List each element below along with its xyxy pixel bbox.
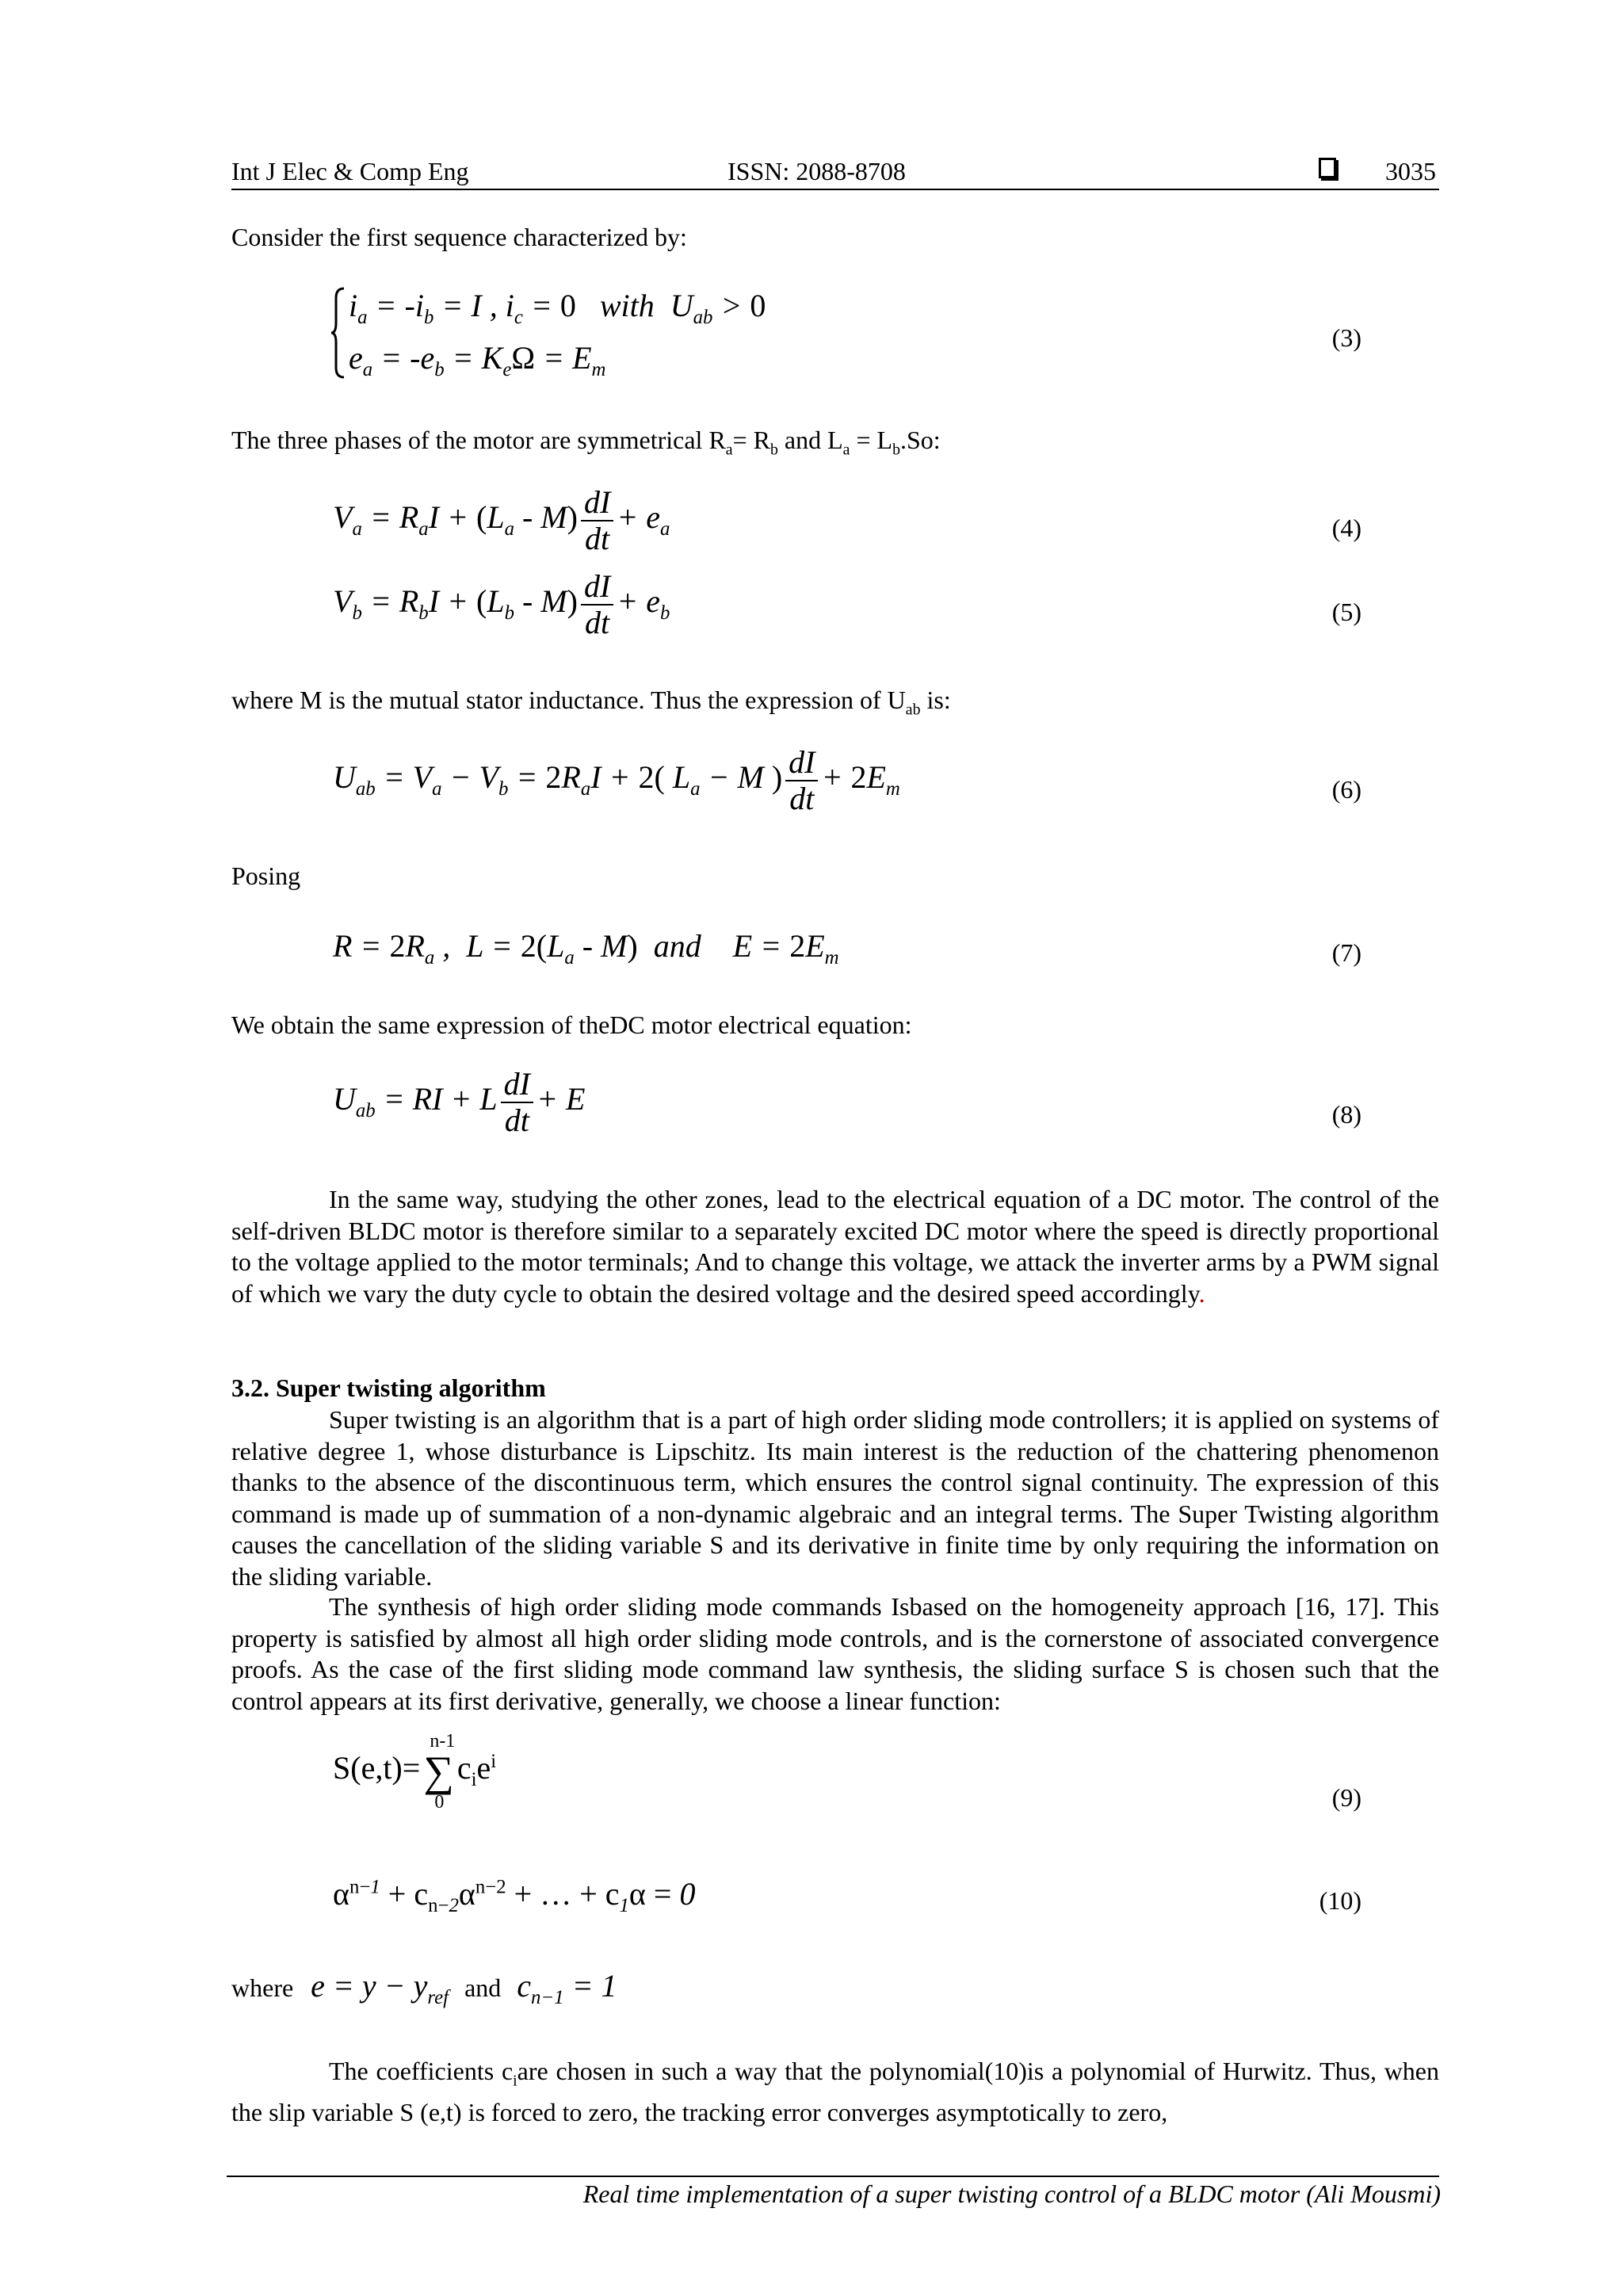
equation-number-10: (10) bbox=[1319, 1886, 1361, 1915]
paragraph-dc-equation: We obtain the same expression of theDC motor electrical equation: bbox=[231, 1010, 912, 1039]
equation-8: $U_{ab}$ = RI + L $\frac{dI}{dt}$ + E bbox=[333, 1066, 586, 1138]
paragraph-posing: Posing bbox=[231, 861, 301, 890]
equation-number-6: (6) bbox=[1331, 775, 1361, 804]
equation-3-line-2: $e_a = -e_b = K_e\Omega = E_m$ bbox=[349, 340, 606, 380]
paragraph-other-zones: In the same way, studying the other zones, lead to the electrical equation of a DC motor. The control of the self-driven BLDC motor is therefore similar to a separately excited DC motor where the speed is directly proportional to the voltage applied to the motor terminals; And to change this voltage, we attack the inverter arms by a PWM signal of which we vary the duty cycle to obtain the desired voltage and the desired speed accordingly. bbox=[231, 1185, 1439, 1308]
equation-10: $\alpha^{n-1} + c_{n-2}\alpha^{n-2}$ + … + $c_1\alpha = 0$ bbox=[333, 1876, 696, 1916]
equation-number-8: (8) bbox=[1331, 1100, 1361, 1129]
footer-rule bbox=[227, 2176, 1439, 2177]
square-bullet-icon bbox=[1319, 158, 1336, 178]
equation-9: S(e,t)=∑ n-1 0 $c_ie^i$ bbox=[333, 1731, 497, 1813]
equation-4: $V_a = R_aI + (L_a - M)$ $\frac{dI}{dt}$ + $e_a$ bbox=[333, 484, 670, 556]
paragraph-symmetry: The three phases of the motor are symmetrical $R_a= R_b$ and $L_a = L_b.So$: bbox=[231, 426, 941, 459]
equation-3-line-1: $i_a = -i_b = I$ , $i_c = 0$ with $U_{ab} > 0$ bbox=[349, 288, 766, 328]
running-footer-title: Real time implementation of a super twisting control of a BLDC motor (Ali Mousmi) bbox=[582, 2179, 1441, 2208]
equation-5: $V_b = R_bI + (L_b - M)$ $\frac{dI}{dt}$ + $e_b$ bbox=[333, 568, 670, 640]
page-number: 3035 bbox=[1385, 157, 1436, 185]
paragraph-mutual-inductance: where M is the mutual stator inductance. Thus the expression of $U_{ab}$ is: bbox=[231, 686, 951, 719]
equation-number-7: (7) bbox=[1331, 938, 1361, 967]
paragraph-where: where $e = y - y_{ref}$ and $c_{n-1} = 1$ bbox=[231, 1968, 617, 2008]
paragraph-synthesis: The synthesis of high order sliding mode commands Isbased on the homogeneity approach [16, 17]. This property is satisfied by almost all high order sliding mode controls, and is the cornerstone of associated convergence proofs. As the case of the first sliding mode command law synthesis, the sliding surface S is chosen such that the control appears at its first derivative, generally, we choose a linear function: bbox=[231, 1592, 1439, 1715]
equation-7: $R = 2R_a$ , $L = 2(L_a - M)$ and $E = 2E_m$ bbox=[333, 928, 839, 968]
equation-6: $U_{ab} = V_a - V_b = 2R_aI + 2$( $L_a - M$ ) $\frac{dI}{dt}$ + $2E_m$ bbox=[333, 744, 900, 816]
running-header-issn: ISSN: 2088-8708 bbox=[727, 157, 906, 185]
paragraph-super-twisting: Super twisting is an algorithm that is a part of high order sliding mode controllers; it is applied on systems of relative degree 1, whose disturbance is Lipschitz. Its main interest is the reduction of the chattering phenomenon thanks to the absence of the discontinuous term, which ensures the control signal continuity. The expression of this command is made up of summation of a non-dynamic algebraic and an integral terms. The Super Twisting algorithm causes the cancellation of the sliding variable S and its derivative in finite time by only requiring the information on the sliding variable. bbox=[231, 1405, 1439, 1591]
section-heading: 3.2. Super twisting algorithm bbox=[231, 1373, 546, 1402]
paragraph-intro: Consider the first sequence characterized by: bbox=[231, 223, 687, 251]
left-brace bbox=[331, 287, 346, 379]
running-header-journal: Int J Elec & Comp Eng bbox=[231, 157, 469, 185]
equation-number-9: (9) bbox=[1331, 1783, 1361, 1812]
header-rule bbox=[231, 189, 1439, 190]
equation-number-4: (4) bbox=[1331, 514, 1361, 542]
equation-number-3: (3) bbox=[1331, 323, 1361, 352]
paragraph-coefficients: The coefficients $c_iare$ chosen in such a way that the polynomial(10)is a polynomial of Hurwitz. Thus, when the slip variable S (e,t) is forced to zero, the tracking error converges asymptotically to zero, bbox=[231, 2057, 1440, 2126]
equation-number-5: (5) bbox=[1331, 598, 1361, 626]
